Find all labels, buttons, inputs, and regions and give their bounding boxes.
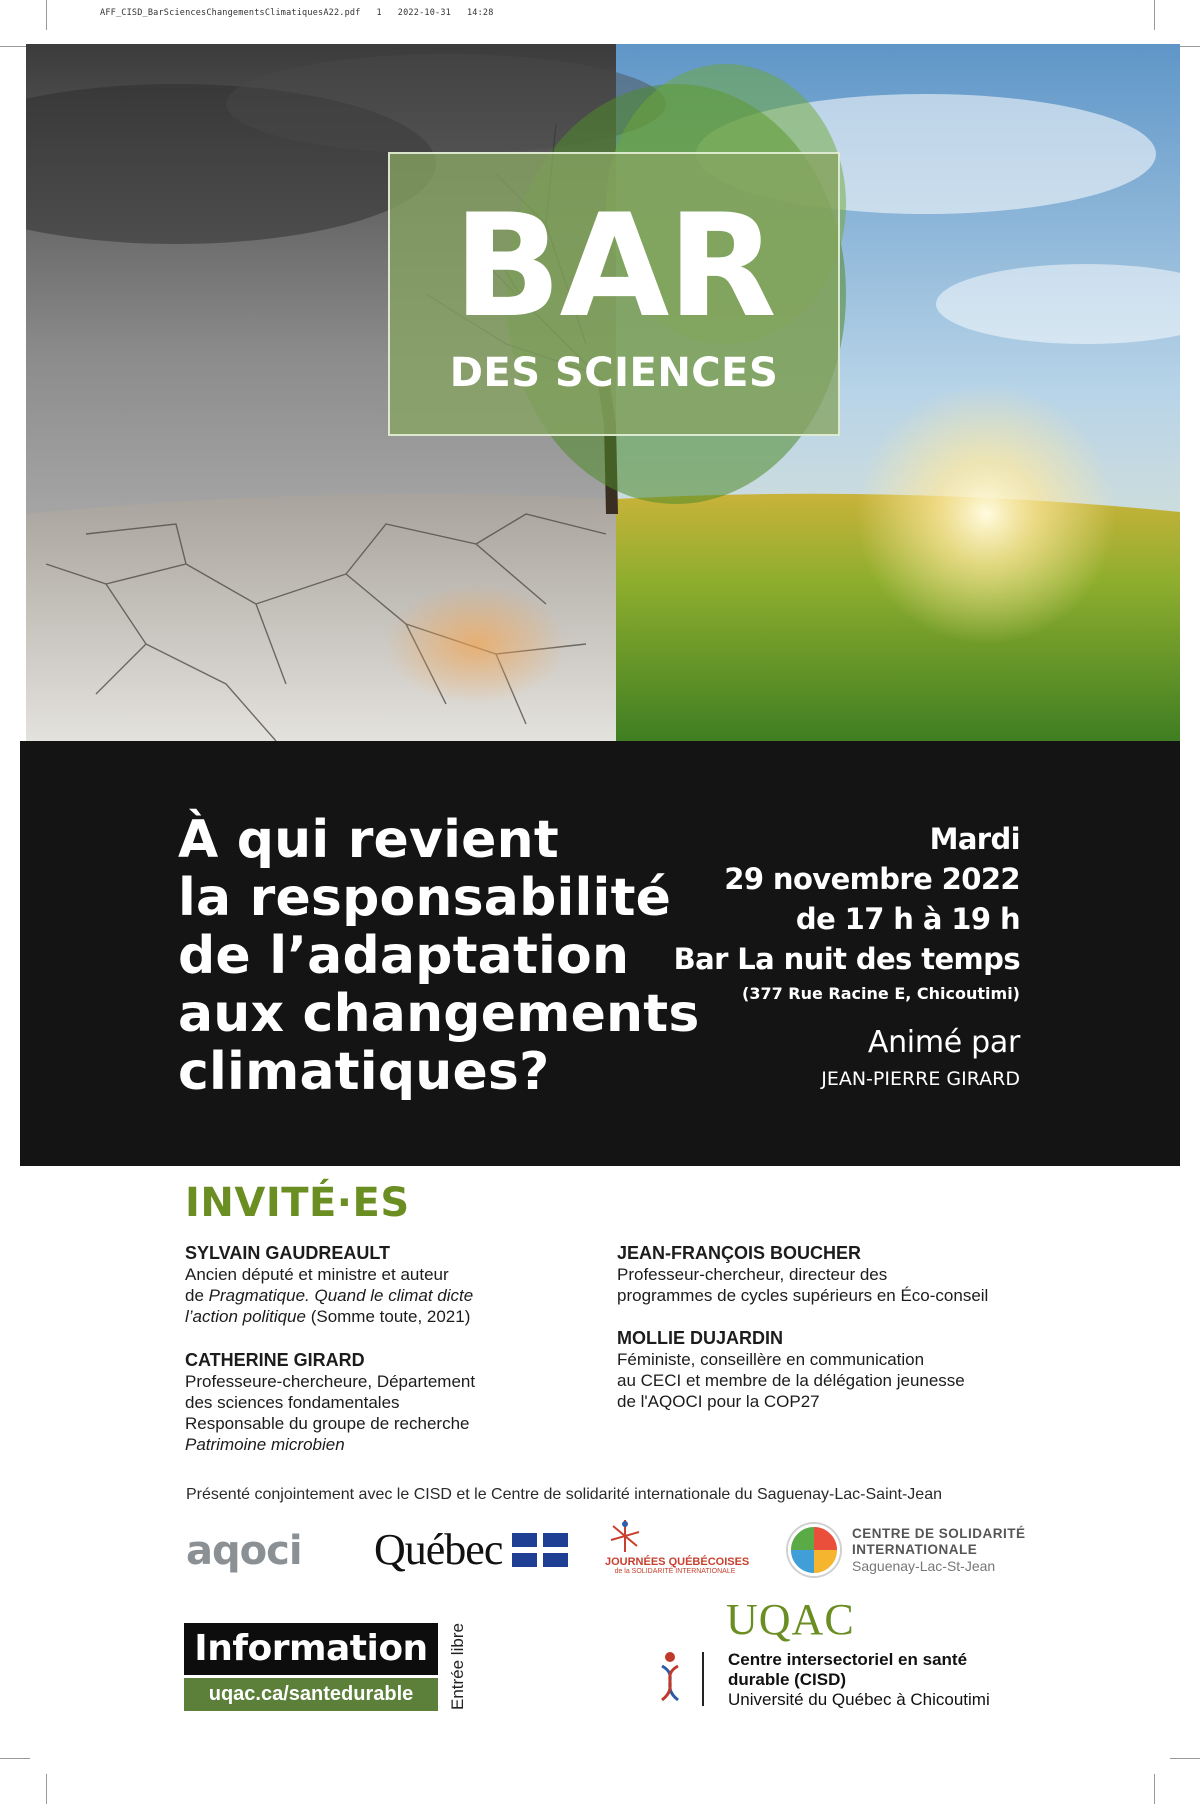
university-name: Université du Québec à Chicoutimi <box>728 1690 990 1709</box>
information-block <box>184 1623 438 1711</box>
guest-sylvain-gaudreault <box>185 1242 473 1327</box>
bar-des-sciences-title-box <box>388 152 840 436</box>
free-entry-label: Entrée libre <box>448 1623 467 1710</box>
guest-bio-line: Féministe, conseillère en communication <box>617 1350 925 1369</box>
event-address: (377 Rue Racine E, Chicoutimi) <box>742 984 1020 1003</box>
event-question <box>178 811 738 1101</box>
crop-mark <box>1154 0 1155 30</box>
event-time: de 17 h à 19 h <box>795 902 1020 936</box>
crop-mark <box>46 0 47 30</box>
title-bar: BAR <box>453 184 775 349</box>
cisd-helix-icon <box>650 1650 690 1706</box>
guests-heading: INVITÉ·ES <box>185 1180 410 1226</box>
host-name: JEAN-PIERRE GIRARD <box>821 1068 1020 1090</box>
guest-bio-line: de l'AQOCI pour la COP27 <box>617 1392 820 1411</box>
guest-catherine-girard <box>185 1349 475 1455</box>
question-line: climatiques? <box>178 1042 550 1102</box>
info-url-link[interactable]: uqac.ca/santedurable <box>184 1678 438 1711</box>
presented-by-text: Présenté conjointement avec le CISD et le Centre de solidarité internationale du Saguenay-Lac-Saint-Jean <box>186 1486 942 1503</box>
quebec-logo <box>374 1524 568 1575</box>
guest-name: CATHERINE GIRARD <box>185 1350 365 1370</box>
crop-mark <box>46 1774 47 1804</box>
guest-jean-francois-boucher <box>617 1242 988 1306</box>
jqsi-subtitle: de la SOLIDARITÉ INTERNATIONALE <box>614 1568 736 1575</box>
question-line: de l’adaptation <box>178 926 630 986</box>
information-label: Information <box>184 1623 438 1675</box>
guest-name: JEAN-FRANÇOIS BOUCHER <box>617 1243 862 1263</box>
uqac-divider <box>702 1652 704 1706</box>
guest-bio-line: Responsable du groupe de recherche <box>185 1414 470 1433</box>
jqsi-star-icon <box>605 1516 645 1556</box>
event-band <box>20 741 1180 1166</box>
hosted-by-label: Animé par <box>867 1025 1020 1060</box>
guest-bio-line: au CECI et membre de la délégation jeunesse <box>617 1371 965 1390</box>
hero-image <box>26 44 1180 741</box>
csi-name-line: INTERNATIONALE <box>852 1542 978 1557</box>
aqoci-logo: aqoci <box>186 1528 302 1574</box>
guest-bio-line: de Pragmatique. Quand le climat dicte <box>185 1286 474 1305</box>
event-details <box>674 819 1020 1093</box>
guest-bio-line: des sciences fondamentales <box>185 1393 400 1412</box>
guest-bio-line: Professeur-chercheur, directeur des <box>617 1265 888 1284</box>
guest-name: SYLVAIN GAUDREAULT <box>185 1243 390 1263</box>
crop-mark <box>0 1758 30 1759</box>
guest-bio-line: programmes de cycles supérieurs en Éco-conseil <box>617 1286 989 1305</box>
guest-bio-line: Patrimoine microbien <box>185 1435 345 1454</box>
print-header: AFF_CISD_BarSciencesChangementsClimatiquesA22.pdf 1 2022-10-31 14:28 <box>100 8 494 18</box>
quebec-flag-icon <box>512 1533 568 1567</box>
question-line: la responsabilité <box>178 868 672 928</box>
csi-circle-icon <box>788 1524 840 1576</box>
jqsi-logo <box>605 1516 750 1575</box>
event-day: Mardi <box>929 822 1020 856</box>
guest-name: MOLLIE DUJARDIN <box>617 1328 783 1348</box>
crop-mark <box>1170 1758 1200 1759</box>
guest-mollie-dujardin <box>617 1327 965 1412</box>
csi-name-line: CENTRE DE SOLIDARITÉ <box>852 1526 1026 1541</box>
guest-bio-line: l’action politique (Somme toute, 2021) <box>185 1307 471 1326</box>
cisd-text <box>728 1650 990 1710</box>
csi-region: Saguenay-Lac-St-Jean <box>852 1558 996 1574</box>
crop-mark <box>1154 1774 1155 1804</box>
question-line: aux changements <box>178 984 700 1044</box>
uqac-logo-wordmark: UQAC <box>726 1595 855 1644</box>
cisd-name-line: durable (CISD) <box>728 1670 847 1689</box>
guest-bio-line: Professeure-chercheure, Département <box>185 1372 476 1391</box>
question-line: À qui revient <box>178 810 559 870</box>
title-des-sciences: DES SCIENCES <box>449 350 779 396</box>
guest-bio-line: Ancien député et ministre et auteur <box>185 1265 449 1284</box>
jqsi-title: JOURNÉES QUÉBÉCOISES <box>605 1556 750 1568</box>
event-date: 29 novembre 2022 <box>724 862 1020 896</box>
quebec-wordmark: Québec <box>374 1525 503 1574</box>
event-venue: Bar La nuit des temps <box>673 942 1020 976</box>
cisd-name-line: Centre intersectoriel en santé <box>728 1650 968 1669</box>
csi-logo <box>788 1524 1026 1576</box>
